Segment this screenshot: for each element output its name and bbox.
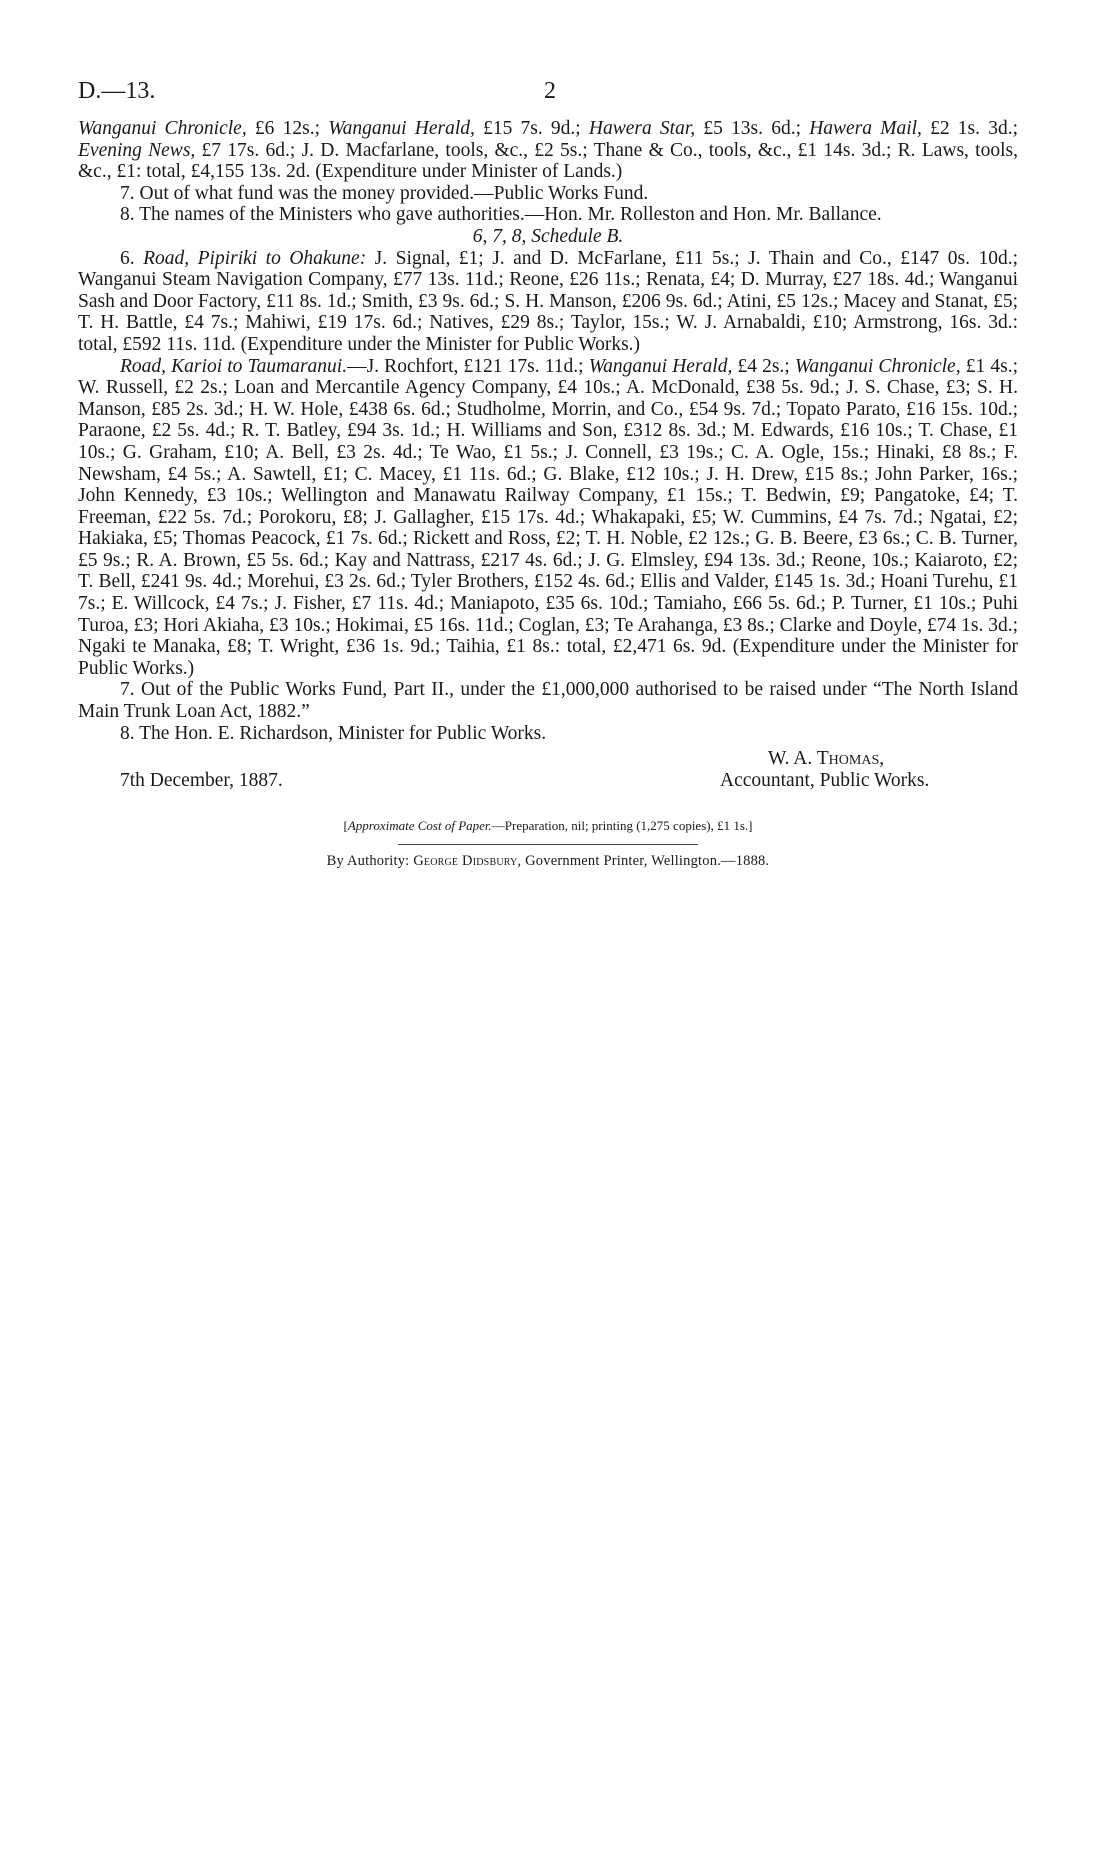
authority-line bbox=[78, 853, 1018, 870]
cost-note bbox=[78, 818, 1018, 834]
paper-name: Hawera Star, bbox=[588, 118, 696, 139]
intro-paragraph bbox=[78, 118, 1018, 183]
paragraph-7-fund: 7. Out of what fund was the money provided.—Public Works Fund. bbox=[120, 182, 649, 204]
paper-name: Evening News, bbox=[78, 139, 196, 161]
schedule-heading: 6, 7, 8, Schedule B. bbox=[472, 225, 624, 247]
payments-text: £4 2s.; bbox=[732, 355, 795, 377]
signatory-title: Accountant, Public Works. bbox=[720, 770, 930, 792]
paragraph-8-ministers: 8. The names of the Ministers who gave authorities.—Hon. Mr. Rolleston and Hon. Mr. Ballance. bbox=[120, 204, 882, 226]
authority-prefix: By Authority: bbox=[326, 853, 414, 870]
authority-suffix: , Government Printer, Wellington.—1888. bbox=[517, 853, 770, 870]
paragraph-6-road-pipiriki bbox=[78, 248, 1018, 356]
paragraph-8-minister: 8. The Hon. E. Richardson, Minister for Public Works. bbox=[120, 722, 547, 744]
amount-text: £2 1s. 3d.; bbox=[921, 118, 1019, 139]
paper-name: Wanganui Herald, bbox=[588, 355, 733, 377]
paper-name: Wanganui Herald, bbox=[328, 118, 475, 139]
road-title: Road, Pipiriki to Ohakune: bbox=[143, 247, 367, 269]
amount-text: £15 7s. 9d.; bbox=[474, 118, 589, 139]
paper-name: Hawera Mail, bbox=[809, 118, 922, 139]
amount-text: £6 12s.; bbox=[246, 118, 329, 139]
document-reference: D.—13. bbox=[78, 78, 156, 104]
signatory-name: W. A. Thomas, bbox=[768, 748, 885, 770]
page-number: 2 bbox=[544, 78, 556, 104]
cost-text: —Preparation, nil; printing (1,275 copies), £1 1s.] bbox=[491, 818, 753, 834]
signoff-block bbox=[78, 748, 1018, 798]
paragraph-road-karioi bbox=[78, 356, 1018, 680]
payments-text: —J. Rochfort, £121 17s. 11d.; bbox=[347, 355, 589, 377]
printer-name: George Didsbury bbox=[413, 853, 518, 870]
paragraph-7-loan-act: 7. Out of the Public Works Fund, Part II., under the £1,000,000 authorised to be raised under “The North Island Main Trunk Loan Act, 1882.” bbox=[78, 679, 1018, 723]
payments-text: £1 4s.; W. Russell, £2 2s.; Loan and Mercantile Agency Company, £4 10s.; A. McDonald, £38 5s. 9d.; J. S. Chase, £3; S. H. Manson, £85 2s. 3d.; H. W. Hole, £438 6s. 6d.; Studholme, Morrin, and Co., £54 9s. 7d.; Topato Parato, £16 15s. 10d.; Paraone, £2 5s. 4d.; R. T. Batley, £94 3s. 1d.; H. Williams and Son, £312 8s. 3d.; M. Edwards, £16 10s.; T. Chase, £1 10s.; G. Graham, £10; A. Bell, £3 2s. 4d.; Te Wao, £1 5s.; J. Connell, £3 19s.; C. A. Ogle, 15s.; Hinaki, £8 8s.; F. Newsham, £4 5s.; A. Sawtell, £1; C. Macey, £1 11s. 6d.; G. Blake, £12 10s.; J. H. Drew, £15 8s.; John Parker, 16s.; John Kennedy, £3 10s.; Wellington and Manawatu Railway Company, £1 15s.; T. Bedwin, £9; Pangatoke, £4; T. Freeman, £22 5s. 7d.; Porokoru, £8; J. Gallagher, £15 17s. 4d.; Whakapaki, £5; W. Cummins, £4 7s. 7d.; Ngatai, £2; Hakiaka, £5; Thomas Peacock, £1 7s. 6d.; Rickett and Ross, £2; T. H. Noble, £2 12s.; G. B. Beere, £3 6s.; C. B. Turner, £5 9s.; R. A. Brown, £5 5s. 6d.; Kay and Nattrass, £217 4s. 6d.; J. G. Elmsley, £94 13s. 3d.; Reone, 10s.; Kaiaroto, £2; T. Bell, £241 9s. 4d.; Morehui, £3 2s. 6d.; Tyler Brothers, £152 4s. 6d.; Ellis and Valder, £145 1s. 3d.; Hoani Turehu, £1 7s.; E. Willcock, £4 7s.; J. Fisher, £7 11s. 4d.; Maniapoto, £35 6s. 10d.; Tamiaho, £66 5s. 6d.; P. Turner, £1 10s.; Puhi Turoa, £3; Hori Akiaha, £3 10s.; Hokimai, £5 16s. 11d.; Coglan, £3; Te Arahanga, £3 8s.; Clarke and Doyle, £74 1s. 3d.; Ngaki te Manaka, £8; T. Wright, £36 1s. 9d.; Taihia, £1 8s.: total, £2,471 6s. 9d. (Expenditure under the Minister for Public Works.) bbox=[78, 355, 1018, 679]
document-body bbox=[78, 118, 1018, 744]
divider-rule bbox=[398, 844, 698, 845]
amount-text: £7 17s. 6d.; J. D. Macfarlane, tools, &c., £2 5s.; Thane & Co., tools, &c., £1 14s. 3d.; R. Laws, tools, &c., £1: total, £4,155 13s. 2d. (Expenditure under Minister of Lands.) bbox=[78, 139, 1018, 183]
paper-name: Wanganui Chronicle, bbox=[794, 355, 961, 377]
paper-name: Wanganui Chronicle, bbox=[78, 118, 247, 139]
cost-label: Approximate Cost of Paper. bbox=[347, 818, 492, 834]
bracket: [ bbox=[343, 818, 348, 834]
signoff-date: 7th December, 1887. bbox=[120, 770, 283, 792]
paragraph-number: 6. bbox=[120, 247, 144, 269]
payments-text: J. Signal, £1; J. and D. McFarlane, £11 5s.; J. Thain and Co., £147 0s. 10d.; Wanganui Steam Navigation Company, £77 13s. 11d.; Reone, £26 11s.; Renata, £4; D. Murray, £27 18s. 4d.; Wanganui Sash and Door Factory, £11 8s. 1d.; Smith, £3 9s. 6d.; S. H. Manson, £206 9s. 6d.; Atini, £5 12s.; Macey and Stanat, £5; T. H. Battle, £4 7s.; Mahiwi, £19 17s. 6d.; Natives, £29 8s.; Taylor, 15s.; W. J. Arnabaldi, £10; Armstrong, 16s. 3d.: total, £592 11s. 11d. (Expenditure under the Minister for Public Works.) bbox=[78, 247, 1018, 355]
page-header bbox=[78, 78, 1018, 118]
document-page bbox=[78, 78, 1018, 870]
amount-text: £5 13s. 6d.; bbox=[695, 118, 810, 139]
road-title: Road, Karioi to Taumaranui. bbox=[120, 355, 348, 377]
